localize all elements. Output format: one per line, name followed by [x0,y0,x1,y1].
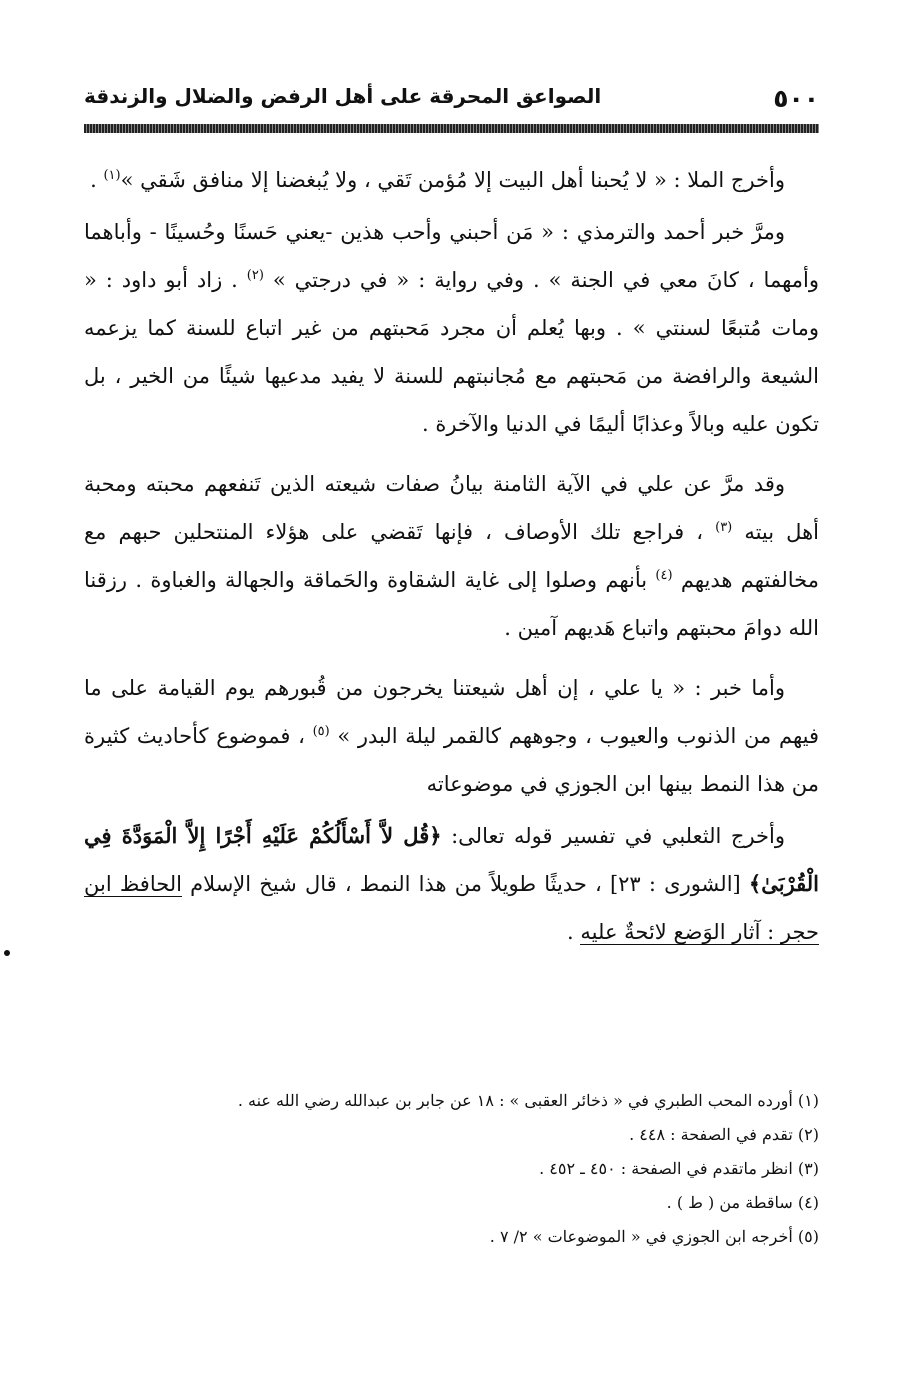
running-title: الصواعق المحرقة على أهل الرفض والضلال والزندقة [84,84,602,108]
footnote-ref-5: (٥) [312,724,330,739]
page-number: ٥٠٠ [773,84,819,113]
main-text [84,156,819,968]
paragraph-3-text-a: وقد مرَّ عن علي في الآية الثامنة بيانُ صفات شيعته الذين تَنفعهم محبته ومحبة أهل بيته [84,472,819,544]
quran-verse: ﴿قُل لاَّ أَسْأَلُكُمْ عَلَيْهِ أَجْرًا إِلاَّ الْمَوَدَّةَ فِي الْقُرْبَىٰ﴾ [84,823,819,896]
page-header [84,78,819,114]
paragraph-2-text-b: . زاد أبو داود : « ومات مُتبعًا لسنتي » . وبها يُعلم أن مجرد مَحبتهم من غير اتباع للسنة كما يزعمه الشيعة والرافضة من مَحبتهم مع مُجانبتهم للسنة لا يفيد مدعيها شيئًا من الخير ، بل تكون عليه وبالاً وعذابًا أليمًا في الدنيا والآخرة . [84,268,819,436]
underlined-quote: الحافظ ابن حجر : آثار الوَضع لائحةٌ عليه [84,872,819,944]
paragraph-1-end: . [90,168,104,192]
paragraph-3-text-b: ، فراجع تلك الأوصاف ، فإنها تَقضي على هؤلاء المنتحلين حبهم مع مخالفتهم هديهم [84,520,819,592]
paragraph-5 [84,812,819,956]
footnotes [84,1084,819,1254]
footnote-ref-4: (٤) [655,568,673,583]
footnote-ref-2: (٢) [246,268,264,283]
paragraph-2-text-a: ومرَّ خبر أحمد والترمذي : « مَن أحبني وأحب هذين -يعني حَسنًا وحُسينًا - وأباهما وأمهما ، كانَ معي في الجنة » . وفي رواية : « في درجتي » [84,220,819,292]
footnote-3: (٣) انظر ماتقدم في الصفحة : ٤٥٠ ـ ٤٥٢ . [539,1159,819,1178]
paragraph-4 [84,664,819,808]
paragraph-3-text-c: بأنهم وصلوا إلى غاية الشقاوة والحَماقة والجهالة والغباوة . رزقنا الله دوامَ محبتهم واتباع هَديهم آمين . [84,568,819,640]
footnote-ref-1: (١) [103,168,121,183]
header-divider [84,124,819,133]
paragraph-1 [84,156,819,204]
paragraph-4-text-a: وأما خبر : « يا علي ، إن أهل شيعتنا يخرجون من قُبورهم يوم القيامة على ما فيهم من الذنوب والعيوب ، وجوههم كالقمر ليلة البدر » [84,676,819,748]
footnote-1: (١) أورده المحب الطبري في « ذخائر العقبى » : ١٨ عن جابر بن عبدالله رضي الله عنه . [237,1091,819,1110]
paragraph-3 [84,460,819,652]
paragraph-5-text-b: [الشورى : ٢٣] ، حديثًا طويلاً من هذا النمط ، قال شيخ الإسلام [182,872,749,896]
paragraph-1-text: وأخرج الملا : « لا يُحبنا أهل البيت إلا مُؤمن تَقي ، ولا يُبغضنا إلا منافق شَقي » [120,168,785,192]
margin-dot [4,950,10,956]
footnote-2: (٢) تقدم في الصفحة : ٤٤٨ . [629,1125,819,1144]
footnote-4: (٤) ساقطة من ( ط ) . [666,1193,819,1212]
paragraph-5-end: . [567,920,581,944]
footnote-ref-3: (٣) [715,520,733,535]
paragraph-2 [84,208,819,448]
paragraph-4-text-b: ، فموضوع كأحاديث كثيرة من هذا النمط بينها ابن الجوزي في موضوعاته [84,724,819,796]
footnote-5: (٥) أخرجه ابن الجوزي في « الموضوعات » ٢/ ٧ . [489,1227,819,1246]
paragraph-5-text-a: وأخرج الثعلبي في تفسير قوله تعالى: [441,824,785,848]
